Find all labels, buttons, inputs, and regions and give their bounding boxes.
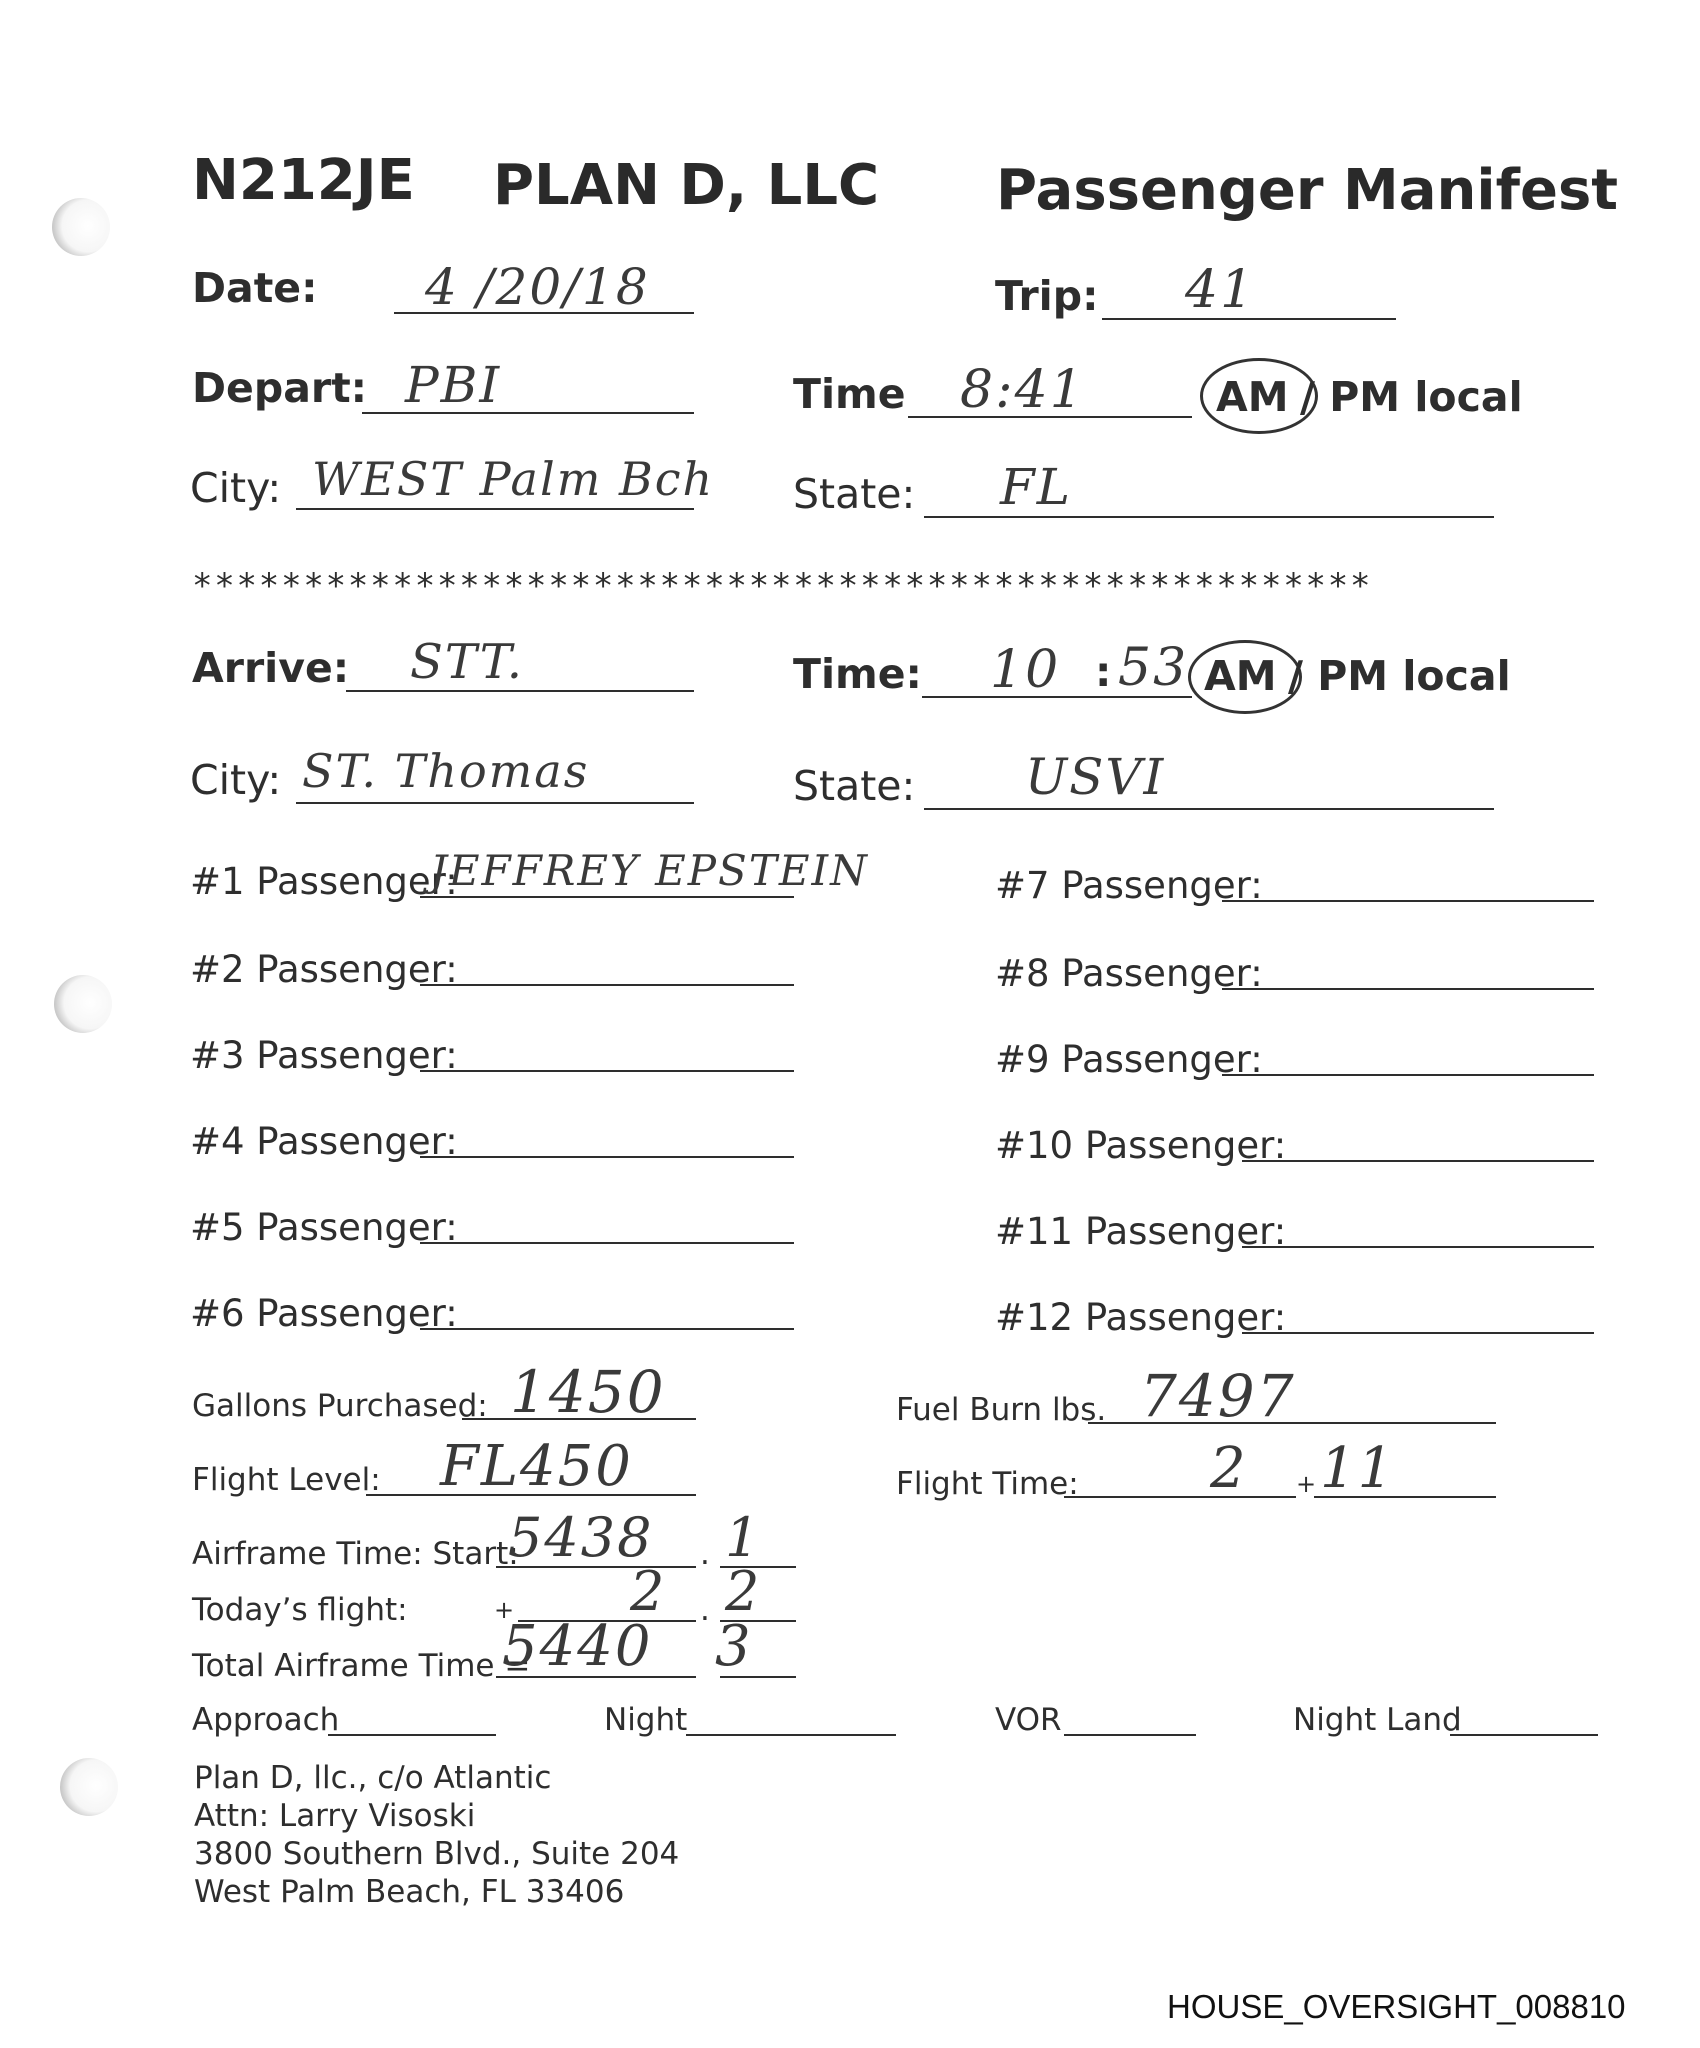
- total-airframe-whole[interactable]: 5440: [502, 1614, 653, 1679]
- depart-value[interactable]: PBI: [405, 356, 502, 414]
- arrive-time-hour[interactable]: 10: [990, 640, 1061, 700]
- vor-line: [1064, 1734, 1196, 1736]
- night-land-label: Night Land: [1293, 1702, 1462, 1738]
- depart-city-value[interactable]: WEST Palm Bch: [312, 452, 715, 506]
- passenger-line-2: [420, 984, 794, 986]
- gallons-label: Gallons Purchased:: [192, 1388, 488, 1424]
- arrive-time-minute[interactable]: 53: [1118, 638, 1189, 698]
- depart-pm-local: / PM local: [1300, 373, 1523, 421]
- airframe-start-dec[interactable]: 1: [725, 1506, 762, 1569]
- passenger-line-9: [1222, 1074, 1594, 1076]
- airframe-start-whole[interactable]: 5438: [508, 1506, 654, 1569]
- flight-time-label: Flight Time:: [896, 1466, 1079, 1502]
- passenger-label-3: #3 Passenger:: [190, 1034, 458, 1077]
- arrive-time-label: Time:: [793, 650, 922, 698]
- flight-time-minutes[interactable]: 11: [1320, 1436, 1396, 1501]
- arrive-line: [346, 690, 694, 692]
- arrive-value[interactable]: STT.: [410, 634, 525, 690]
- arrive-label: Arrive:: [192, 644, 350, 692]
- arrive-city-value[interactable]: ST. Thomas: [302, 744, 590, 798]
- passenger-label-7: #7 Passenger:: [995, 864, 1263, 907]
- night-line: [686, 1734, 896, 1736]
- fuel-burn-label: Fuel Burn lbs.: [896, 1392, 1107, 1428]
- passenger-label-11: #11 Passenger:: [995, 1210, 1287, 1253]
- passenger-label-6: #6 Passenger:: [190, 1292, 458, 1335]
- passenger-label-5: #5 Passenger:: [190, 1206, 458, 1249]
- binder-hole-middle: [54, 975, 112, 1033]
- depart-city-line: [296, 508, 694, 510]
- depart-state-value[interactable]: FL: [1000, 458, 1072, 516]
- fuel-burn-value[interactable]: 7497: [1140, 1362, 1296, 1430]
- gallons-value[interactable]: 1450: [510, 1358, 666, 1426]
- total-airframe-dec[interactable]: 3: [715, 1614, 753, 1679]
- passenger-label-1: #1 Passenger:: [190, 860, 458, 903]
- address-line-2: Attn: Larry Visoski: [194, 1798, 476, 1834]
- vor-label: VOR: [995, 1702, 1062, 1738]
- arrive-time-colon: :: [1095, 648, 1112, 696]
- passenger-label-9: #9 Passenger:: [995, 1038, 1263, 1081]
- airframe-start-dot: .: [700, 1536, 710, 1572]
- address-line-1: Plan D, llc., c/o Atlantic: [194, 1760, 552, 1796]
- passenger-line-3: [420, 1070, 794, 1072]
- passenger-line-10: [1242, 1160, 1594, 1162]
- date-label: Date:: [192, 264, 318, 312]
- night-label: Night: [604, 1702, 688, 1738]
- approach-line: [328, 1734, 496, 1736]
- passenger-line-5: [420, 1242, 794, 1244]
- arrive-state-line: [924, 808, 1494, 810]
- depart-state-label: State:: [793, 470, 916, 518]
- passenger-line-1: [420, 896, 794, 898]
- night-land-line: [1450, 1734, 1598, 1736]
- today-flight-whole[interactable]: 2: [630, 1560, 667, 1623]
- arrive-city-label: City:: [190, 756, 282, 804]
- passenger-line-8: [1222, 988, 1594, 990]
- passenger-line-12: [1242, 1332, 1594, 1334]
- depart-time-label: Time: [793, 370, 906, 418]
- today-flight-dec[interactable]: 2: [725, 1560, 762, 1623]
- passenger-value-1[interactable]: JEFFREY EPSTEIN: [430, 846, 869, 895]
- airframe-start-label: Airframe Time: Start:: [192, 1536, 519, 1572]
- address-line-3: 3800 Southern Blvd., Suite 204: [194, 1836, 680, 1872]
- flight-time-hours[interactable]: 2: [1210, 1436, 1248, 1501]
- passenger-label-8: #8 Passenger:: [995, 952, 1263, 995]
- passenger-line-11: [1242, 1246, 1594, 1248]
- depart-am[interactable]: AM: [1216, 373, 1289, 421]
- today-flight-label: Today’s flight:: [192, 1592, 408, 1628]
- page-title: Passenger Manifest: [996, 158, 1619, 223]
- depart-city-label: City:: [190, 464, 282, 512]
- today-flight-plus: +: [494, 1596, 515, 1624]
- today-flight-dot: .: [700, 1592, 710, 1628]
- passenger-label-12: #12 Passenger:: [995, 1296, 1287, 1339]
- arrive-state-label: State:: [793, 762, 916, 810]
- arrive-city-line: [296, 802, 694, 804]
- flight-level-value[interactable]: FL450: [440, 1434, 633, 1499]
- trip-label: Trip:: [995, 272, 1099, 320]
- depart-time-value[interactable]: 8:41: [960, 360, 1085, 420]
- passenger-label-2: #2 Passenger:: [190, 948, 458, 991]
- separator: *****************************************************: [192, 566, 1373, 606]
- address-line-4: West Palm Beach, FL 33406: [194, 1874, 625, 1910]
- passenger-line-7: [1222, 900, 1594, 902]
- flight-time-plus: +: [1296, 1470, 1317, 1498]
- binder-hole-top: [52, 198, 110, 256]
- arrive-am[interactable]: AM: [1204, 652, 1277, 700]
- tail-number: N212JE: [192, 148, 415, 213]
- flight-level-label: Flight Level:: [192, 1462, 381, 1498]
- arrive-pm-local: / PM local: [1288, 652, 1511, 700]
- arrive-state-value[interactable]: USVI: [1025, 748, 1166, 806]
- approach-label: Approach: [192, 1702, 340, 1738]
- passenger-line-4: [420, 1156, 794, 1158]
- passenger-label-4: #4 Passenger:: [190, 1120, 458, 1163]
- document-id: HOUSE_OVERSIGHT_008810: [1167, 1988, 1626, 2025]
- trip-value[interactable]: 41: [1185, 260, 1256, 320]
- depart-state-line: [924, 516, 1494, 518]
- depart-label: Depart:: [192, 364, 368, 412]
- date-value[interactable]: 4 /20/18: [425, 258, 650, 316]
- flight-time-hours-line: [1064, 1496, 1296, 1498]
- company-name: PLAN D, LLC: [493, 153, 880, 218]
- total-airframe-label: Total Airframe Time =: [192, 1648, 531, 1684]
- passenger-line-6: [420, 1328, 794, 1330]
- binder-hole-bottom: [60, 1758, 118, 1816]
- passenger-label-10: #10 Passenger:: [995, 1124, 1287, 1167]
